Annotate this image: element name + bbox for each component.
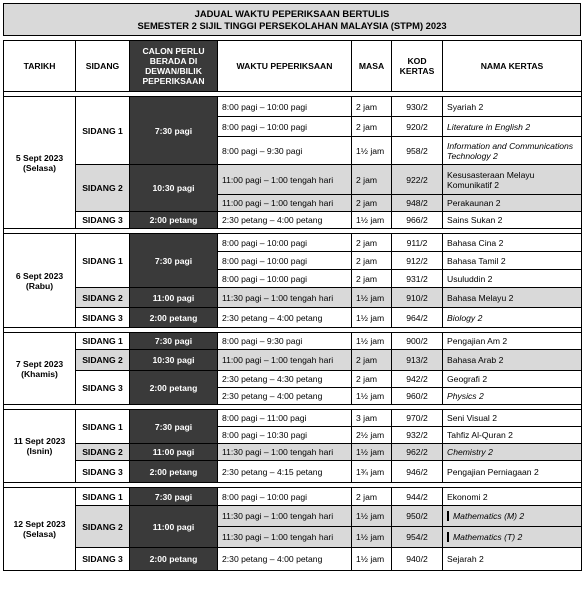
paper-name: Information and Communications Technology 2 xyxy=(443,137,582,165)
call-time: 10:30 pagi xyxy=(130,165,218,212)
table-row xyxy=(4,288,582,308)
table-row xyxy=(4,461,582,483)
paper-code: 946/2 xyxy=(392,461,443,483)
call-time: 2:00 petang xyxy=(130,212,218,229)
paper-code: 960/2 xyxy=(392,388,443,405)
call-time: 7:30 pagi xyxy=(130,97,218,165)
paper-code: 900/2 xyxy=(392,333,443,350)
exam-time: 2:30 petang – 4:00 petang xyxy=(218,388,352,405)
paper-name: Biology 2 xyxy=(443,308,582,328)
session-label: SIDANG 3 xyxy=(76,212,130,229)
exam-time: 11:00 pagi – 1:00 tengah hari xyxy=(218,350,352,371)
session-label: SIDANG 1 xyxy=(76,97,130,165)
paper-name: Geografi 2 xyxy=(443,371,582,388)
paper-name: Bahasa Melayu 2 xyxy=(443,288,582,308)
session-label: SIDANG 3 xyxy=(76,308,130,328)
call-time: 11:00 pagi xyxy=(130,444,218,461)
session-label: SIDANG 3 xyxy=(76,548,130,571)
table-row xyxy=(4,444,582,461)
timetable-document xyxy=(3,3,581,571)
exam-time: 11:00 pagi – 1:00 tengah hari xyxy=(218,165,352,195)
table-row xyxy=(4,410,582,427)
exam-time: 2:30 petang – 4:30 petang xyxy=(218,371,352,388)
session-label: SIDANG 2 xyxy=(76,165,130,212)
paper-name: Bahasa Cina 2 xyxy=(443,234,582,252)
paper-name: Pengajian Am 2 xyxy=(443,333,582,350)
date-cell: 12 Sept 2023 (Selasa) xyxy=(4,488,76,571)
call-time: 7:30 pagi xyxy=(130,488,218,506)
call-time: 7:30 pagi xyxy=(130,333,218,350)
table-row xyxy=(4,548,582,571)
duration: 1½ jam xyxy=(352,308,392,328)
exam-time: 11:30 pagi – 1:00 tengah hari xyxy=(218,444,352,461)
duration: 1½ jam xyxy=(352,548,392,571)
header-row xyxy=(4,41,582,92)
table-row xyxy=(4,488,582,506)
exam-time: 8:00 pagi – 11:00 pagi xyxy=(218,410,352,427)
paper-code: 911/2 xyxy=(392,234,443,252)
table-row xyxy=(4,308,582,328)
call-time: 2:00 petang xyxy=(130,308,218,328)
header-waktu: WAKTU PEPERIKSAAN xyxy=(218,41,352,92)
table-row xyxy=(4,371,582,388)
header-sidang: SIDANG xyxy=(76,41,130,92)
date-cell: 5 Sept 2023 (Selasa) xyxy=(4,97,76,229)
paper-code: 950/2 xyxy=(392,506,443,527)
paper-code: 942/2 xyxy=(392,371,443,388)
paper-name xyxy=(443,506,582,527)
paper-name: Physics 2 xyxy=(443,388,582,405)
call-time: 2:00 petang xyxy=(130,548,218,571)
exam-timetable xyxy=(3,40,582,571)
header-masa: MASA xyxy=(352,41,392,92)
paper-code: 910/2 xyxy=(392,288,443,308)
paper-name: Literature in English 2 xyxy=(443,117,582,137)
session-label: SIDANG 1 xyxy=(76,234,130,288)
exam-time: 2:30 petang – 4:00 petang xyxy=(218,212,352,229)
paper-code: 948/2 xyxy=(392,195,443,212)
duration: 2 jam xyxy=(352,350,392,371)
exam-time: 8:00 pagi – 10:00 pagi xyxy=(218,234,352,252)
paper-code: 964/2 xyxy=(392,308,443,328)
duration: 1½ jam xyxy=(352,527,392,548)
paper-code: 970/2 xyxy=(392,410,443,427)
duration: 2 jam xyxy=(352,488,392,506)
paper-code: 912/2 xyxy=(392,252,443,270)
title-line-1: JADUAL WAKTU PEPERIKSAAN BERTULIS xyxy=(194,8,390,19)
call-time: 2:00 petang xyxy=(130,461,218,483)
session-label: SIDANG 2 xyxy=(76,444,130,461)
paper-code: 920/2 xyxy=(392,117,443,137)
paper-code: 940/2 xyxy=(392,548,443,571)
call-time: 11:00 pagi xyxy=(130,288,218,308)
paper-name: Bahasa Arab 2 xyxy=(443,350,582,371)
paper-code: 932/2 xyxy=(392,427,443,444)
call-time: 7:30 pagi xyxy=(130,410,218,444)
duration: 2 jam xyxy=(352,117,392,137)
duration: 2 jam xyxy=(352,165,392,195)
paper-name: Chemistry 2 xyxy=(443,444,582,461)
paper-name: Kesusasteraan Melayu Komunikatif 2 xyxy=(443,165,582,195)
table-row xyxy=(4,165,582,195)
duration: 2 jam xyxy=(352,195,392,212)
exam-time: 2:30 petang – 4:00 petang xyxy=(218,548,352,571)
duration: 1½ jam xyxy=(352,288,392,308)
call-time: 10:30 pagi xyxy=(130,350,218,371)
duration: 2 jam xyxy=(352,270,392,288)
paper-name: Perakaunan 2 xyxy=(443,195,582,212)
header-nama: NAMA KERTAS xyxy=(443,41,582,92)
paper-name: Tahfiz Al-Quran 2 xyxy=(443,427,582,444)
table-row xyxy=(4,506,582,527)
session-label: SIDANG 2 xyxy=(76,288,130,308)
paper-name: Pengajian Perniagaan 2 xyxy=(443,461,582,483)
header-calon: CALON PERLU BERADA DI DEWAN/BILIK PEPERIKSAAN xyxy=(130,41,218,92)
exam-time: 8:00 pagi – 10:00 pagi xyxy=(218,270,352,288)
table-row xyxy=(4,234,582,252)
paper-code: 958/2 xyxy=(392,137,443,165)
paper-name: Usuluddin 2 xyxy=(443,270,582,288)
paper-code: 954/2 xyxy=(392,527,443,548)
document-title xyxy=(3,3,581,36)
paper-name: Syariah 2 xyxy=(443,97,582,117)
exam-time: 8:00 pagi – 10:00 pagi xyxy=(218,488,352,506)
exam-time: 8:00 pagi – 9:30 pagi xyxy=(218,137,352,165)
duration: 1½ jam xyxy=(352,444,392,461)
paper-name: Bahasa Tamil 2 xyxy=(443,252,582,270)
paper-code: 962/2 xyxy=(392,444,443,461)
exam-time: 11:30 pagi – 1:00 tengah hari xyxy=(218,527,352,548)
paper-code: 931/2 xyxy=(392,270,443,288)
paper-code: 944/2 xyxy=(392,488,443,506)
duration: 2 jam xyxy=(352,97,392,117)
paper-name: Sains Sukan 2 xyxy=(443,212,582,229)
exam-time: 2:30 petang – 4:15 petang xyxy=(218,461,352,483)
table-row xyxy=(4,333,582,350)
duration: 1½ jam xyxy=(352,388,392,405)
header-kod: KOD KERTAS xyxy=(392,41,443,92)
timetable-body xyxy=(4,92,582,571)
exam-time: 11:00 pagi – 1:00 tengah hari xyxy=(218,195,352,212)
duration: 2 jam xyxy=(352,252,392,270)
paper-code: 930/2 xyxy=(392,97,443,117)
session-label: SIDANG 3 xyxy=(76,371,130,405)
duration: 1½ jam xyxy=(352,137,392,165)
header-tarikh: TARIKH xyxy=(4,41,76,92)
session-label: SIDANG 1 xyxy=(76,333,130,350)
paper-code: 922/2 xyxy=(392,165,443,195)
paper-name xyxy=(443,527,582,548)
exam-time: 8:00 pagi – 9:30 pagi xyxy=(218,333,352,350)
duration: 2½ jam xyxy=(352,427,392,444)
paper-name: Seni Visual 2 xyxy=(443,410,582,427)
paper-code: 966/2 xyxy=(392,212,443,229)
call-time: 11:00 pagi xyxy=(130,506,218,548)
table-row xyxy=(4,350,582,371)
paper-code: 913/2 xyxy=(392,350,443,371)
duration: 1½ jam xyxy=(352,212,392,229)
table-row xyxy=(4,212,582,229)
duration: 2 jam xyxy=(352,234,392,252)
paper-name: Ekonomi 2 xyxy=(443,488,582,506)
call-time: 7:30 pagi xyxy=(130,234,218,288)
duration: 1½ jam xyxy=(352,333,392,350)
math-t-name: Mathematics (T) 2 xyxy=(447,532,522,542)
exam-time: 2:30 petang – 4:00 petang xyxy=(218,308,352,328)
paper-name: Sejarah 2 xyxy=(443,548,582,571)
table-row xyxy=(4,97,582,117)
exam-time: 8:00 pagi – 10:00 pagi xyxy=(218,117,352,137)
duration: 3 jam xyxy=(352,410,392,427)
title-line-2: SEMESTER 2 SIJIL TINGGI PERSEKOLAHAN MALAYSIA (STPM) 2023 xyxy=(137,19,447,31)
session-label: SIDANG 2 xyxy=(76,350,130,371)
exam-time: 8:00 pagi – 10:00 pagi xyxy=(218,252,352,270)
math-m-name: Mathematics (M) 2 xyxy=(447,511,524,521)
date-cell: 6 Sept 2023 (Rabu) xyxy=(4,234,76,328)
duration: 1½ jam xyxy=(352,506,392,527)
date-cell: 7 Sept 2023 (Khamis) xyxy=(4,333,76,405)
date-cell: 11 Sept 2023 (Isnin) xyxy=(4,410,76,483)
session-label: SIDANG 1 xyxy=(76,488,130,506)
duration: 1¾ jam xyxy=(352,461,392,483)
session-label: SIDANG 3 xyxy=(76,461,130,483)
exam-time: 11:30 pagi – 1:00 tengah hari xyxy=(218,506,352,527)
session-label: SIDANG 2 xyxy=(76,506,130,548)
exam-time: 8:00 pagi – 10:00 pagi xyxy=(218,97,352,117)
duration: 2 jam xyxy=(352,371,392,388)
call-time: 2:00 petang xyxy=(130,371,218,405)
session-label: SIDANG 1 xyxy=(76,410,130,444)
exam-time: 11:30 pagi – 1:00 tengah hari xyxy=(218,288,352,308)
exam-time: 8:00 pagi – 10:30 pagi xyxy=(218,427,352,444)
